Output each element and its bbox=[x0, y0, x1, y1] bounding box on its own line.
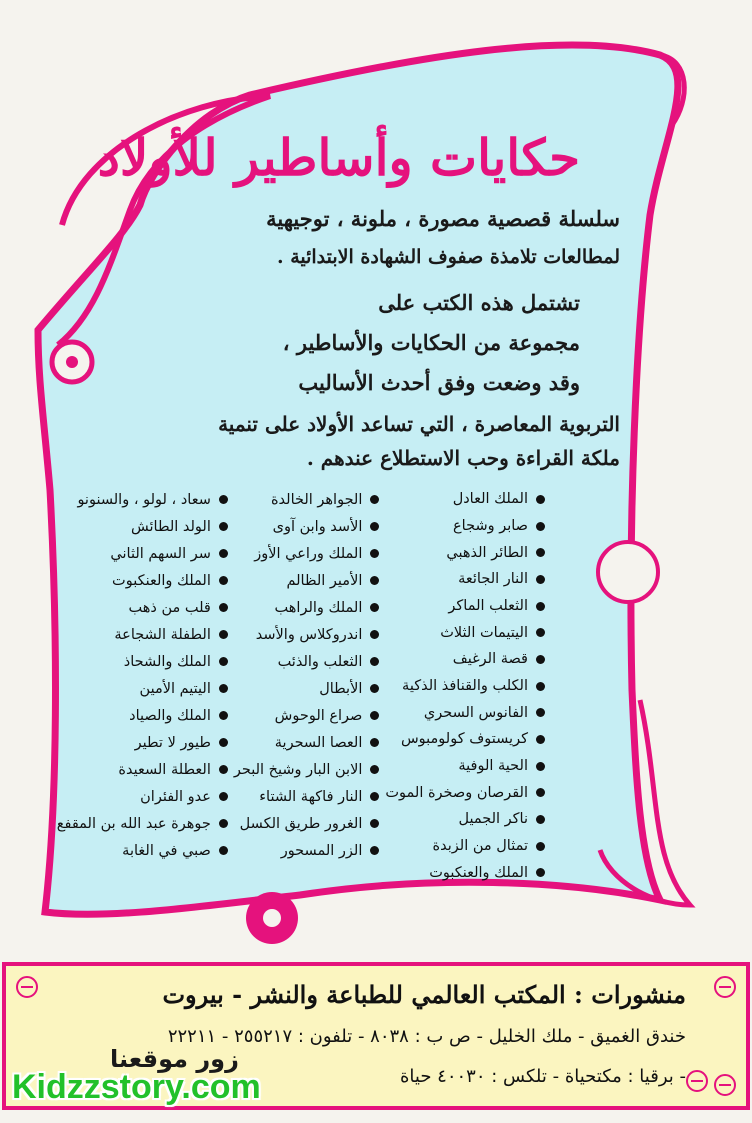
book-item bbox=[385, 539, 545, 566]
book-item bbox=[57, 702, 228, 729]
book-item bbox=[234, 648, 380, 675]
bullet-icon bbox=[370, 684, 379, 693]
bullet-icon bbox=[536, 868, 545, 877]
bullet-icon bbox=[536, 522, 545, 531]
book-item bbox=[234, 756, 380, 783]
book-title: الملك والشحاذ bbox=[123, 653, 211, 670]
bullet-icon bbox=[370, 792, 379, 801]
book-title: عدو الفئران bbox=[140, 788, 211, 805]
book-item bbox=[234, 675, 380, 702]
book-item bbox=[57, 756, 228, 783]
bullet-icon bbox=[370, 630, 379, 639]
book-item bbox=[385, 673, 545, 700]
book-title: الثعلب والذئب bbox=[277, 653, 363, 670]
book-item bbox=[234, 702, 380, 729]
book-title: الملك والعنكبوت bbox=[112, 572, 211, 589]
book-title: النار الجائعة bbox=[458, 571, 528, 588]
ornament-icon bbox=[714, 976, 736, 998]
book-title: الملك وراعي الأوز bbox=[254, 545, 363, 562]
bullet-icon bbox=[219, 549, 228, 558]
bullet-icon bbox=[370, 819, 379, 828]
book-title: صابر وشجاع bbox=[453, 518, 528, 534]
bullet-icon bbox=[219, 630, 228, 639]
book-item bbox=[234, 594, 380, 621]
book-title: طيور لا تطير bbox=[134, 734, 211, 751]
book-item bbox=[57, 783, 228, 810]
book-item bbox=[385, 806, 545, 833]
bullet-icon bbox=[219, 792, 228, 801]
bullet-icon bbox=[536, 708, 545, 717]
book-list bbox=[56, 486, 545, 886]
bullet-icon bbox=[219, 765, 228, 774]
ornament-circle-right bbox=[598, 542, 658, 602]
book-item bbox=[57, 648, 228, 675]
book-item bbox=[57, 540, 228, 567]
watermark-site-link[interactable]: Kidzzstory.com bbox=[12, 1068, 261, 1106]
book-item bbox=[234, 810, 380, 837]
ornament-circle-bottom-hole bbox=[263, 909, 281, 927]
intro-line-5: وقد وضعت وفق أحدث الأساليب bbox=[298, 370, 580, 395]
book-column-middle bbox=[234, 486, 380, 886]
bullet-icon bbox=[536, 548, 545, 557]
book-title: الملك والعنكبوت bbox=[429, 864, 528, 881]
publisher-name: منشورات : المكتب العالمي للطباعة والنشر - بيروت bbox=[162, 980, 686, 1009]
book-title: كريستوف كولومبوس bbox=[400, 731, 528, 748]
intro-line-3: تشتمل هذه الكتب على bbox=[378, 290, 580, 315]
book-item bbox=[234, 486, 380, 513]
book-title: العصا السحرية bbox=[274, 734, 363, 751]
book-title: سر السهم الثاني bbox=[110, 545, 211, 562]
ornament-icon bbox=[714, 1074, 736, 1096]
intro-line-6: التربوية المعاصرة ، التي تساعد الأولاد على تنمية bbox=[218, 412, 620, 436]
book-item bbox=[385, 699, 545, 726]
book-title: الملك والصياد bbox=[129, 707, 211, 724]
book-column-right bbox=[385, 486, 545, 886]
book-item bbox=[234, 783, 380, 810]
book-title: صراع الوحوش bbox=[274, 707, 363, 724]
book-title: صبي في الغابة bbox=[122, 842, 211, 859]
intro-line-7: ملكة القراءة وحب الاستطلاع عندهم . bbox=[306, 446, 620, 470]
book-title: اليتيمات الثلاث bbox=[440, 624, 528, 641]
book-title: الجواهر الخالدة bbox=[270, 491, 363, 508]
bullet-icon bbox=[219, 819, 228, 828]
intro-line-4: مجموعة من الحكايات والأساطير ، bbox=[282, 330, 580, 355]
bullet-icon bbox=[370, 522, 379, 531]
bullet-icon bbox=[536, 682, 545, 691]
bullet-icon bbox=[370, 495, 379, 504]
book-item bbox=[234, 621, 380, 648]
book-title: الثعلب الماكر bbox=[448, 598, 528, 615]
bullet-icon bbox=[536, 628, 545, 637]
intro-line-2: لمطالعات تلامذة صفوف الشهادة الابتدائية . bbox=[276, 246, 620, 268]
book-item bbox=[234, 729, 380, 756]
ornament-dot-left bbox=[66, 356, 78, 368]
book-title: الغرور طريق الكسل bbox=[239, 815, 363, 832]
bullet-icon bbox=[219, 522, 228, 531]
book-item bbox=[385, 619, 545, 646]
bullet-icon bbox=[536, 815, 545, 824]
bullet-icon bbox=[370, 738, 379, 747]
book-title: سعاد ، لولو ، والسنونو bbox=[77, 491, 211, 508]
book-item bbox=[57, 594, 228, 621]
bullet-icon bbox=[219, 657, 228, 666]
book-item bbox=[385, 753, 545, 780]
bullet-icon bbox=[536, 788, 545, 797]
book-item bbox=[234, 540, 380, 567]
book-title: اندروكلاس والأسد bbox=[255, 626, 363, 643]
book-title: تمثال من الزبدة bbox=[432, 838, 528, 855]
bullet-icon bbox=[370, 765, 379, 774]
bullet-icon bbox=[536, 762, 545, 771]
publisher-contact: - برقيا : مكتحياة - تلكس : ٤٠٠٣٠ حياة bbox=[399, 1066, 686, 1087]
book-title: قصة الرغيف bbox=[452, 651, 528, 668]
bullet-icon bbox=[370, 576, 379, 585]
bullet-icon bbox=[370, 657, 379, 666]
book-title: الابن البار وشيخ البحر bbox=[233, 761, 363, 778]
bullet-icon bbox=[536, 655, 545, 664]
bullet-icon bbox=[370, 711, 379, 720]
intro-line-1: سلسلة قصصية مصورة ، ملونة ، توجيهية bbox=[266, 206, 620, 231]
book-item bbox=[57, 621, 228, 648]
book-item bbox=[385, 593, 545, 620]
publisher-address: خندق الغميق - ملك الخليل - ص ب : ٨٠٣٨ - تلفون : ٢٥٥٢١٧ - ٢٢٢١١ bbox=[167, 1026, 686, 1047]
book-item bbox=[57, 675, 228, 702]
bullet-icon bbox=[536, 735, 545, 744]
book-item bbox=[234, 837, 380, 864]
book-title: الولد الطائش bbox=[131, 518, 211, 535]
book-item bbox=[57, 810, 228, 837]
book-item bbox=[234, 567, 380, 594]
bullet-icon bbox=[370, 549, 379, 558]
bullet-icon bbox=[219, 576, 228, 585]
book-title: قلب من ذهب bbox=[128, 599, 211, 616]
book-title: العطلة السعيدة bbox=[118, 761, 211, 778]
book-title: الملك العادل bbox=[452, 491, 528, 508]
book-item bbox=[385, 726, 545, 753]
bullet-icon bbox=[370, 603, 379, 612]
book-title: الفانوس السحري bbox=[423, 704, 528, 721]
book-item bbox=[385, 833, 545, 860]
book-title: الزر المسحور bbox=[280, 842, 363, 859]
book-title: جوهرة عبد الله بن المقفع bbox=[56, 815, 211, 832]
ornament-icon bbox=[16, 976, 38, 998]
bullet-icon bbox=[536, 495, 545, 504]
book-item bbox=[57, 729, 228, 756]
book-title: النار فاكهة الشتاء bbox=[259, 788, 363, 805]
book-title: الأسد وابن آوى bbox=[272, 518, 363, 535]
bullet-icon bbox=[219, 603, 228, 612]
bullet-icon bbox=[536, 842, 545, 851]
book-item bbox=[385, 859, 545, 886]
bullet-icon bbox=[219, 684, 228, 693]
bullet-icon bbox=[219, 846, 228, 855]
book-title: الأمير الظالم bbox=[286, 572, 363, 589]
book-item bbox=[385, 646, 545, 673]
ornament-icon bbox=[686, 1070, 708, 1092]
book-title: الطائر الذهبي bbox=[446, 544, 528, 561]
book-title: الطفلة الشجاعة bbox=[114, 626, 211, 643]
bullet-icon bbox=[536, 575, 545, 584]
series-title: حكايات وأساطير للأولاد bbox=[97, 128, 580, 187]
book-item bbox=[57, 513, 228, 540]
book-item bbox=[385, 779, 545, 806]
book-title: القرصان وصخرة الموت bbox=[385, 784, 528, 801]
book-item bbox=[57, 486, 228, 513]
book-item bbox=[385, 486, 545, 513]
bullet-icon bbox=[370, 846, 379, 855]
bullet-icon bbox=[219, 495, 228, 504]
bullet-icon bbox=[219, 738, 228, 747]
book-column-left bbox=[57, 486, 228, 886]
book-item bbox=[57, 837, 228, 864]
book-title: الكلب والقنافذ الذكية bbox=[402, 678, 528, 695]
book-title: الأبطال bbox=[319, 680, 363, 697]
bullet-icon bbox=[536, 602, 545, 611]
book-title: ناكر الجميل bbox=[458, 811, 528, 828]
watermark-visit-text: زور موقعنا bbox=[110, 1045, 239, 1073]
book-title: الحية الوفية bbox=[458, 758, 528, 775]
book-title: الملك والراهب bbox=[274, 599, 363, 616]
book-item bbox=[385, 513, 545, 540]
book-item bbox=[385, 566, 545, 593]
book-item bbox=[57, 567, 228, 594]
book-title: اليتيم الأمين bbox=[139, 680, 211, 697]
book-item bbox=[234, 513, 380, 540]
bullet-icon bbox=[219, 711, 228, 720]
